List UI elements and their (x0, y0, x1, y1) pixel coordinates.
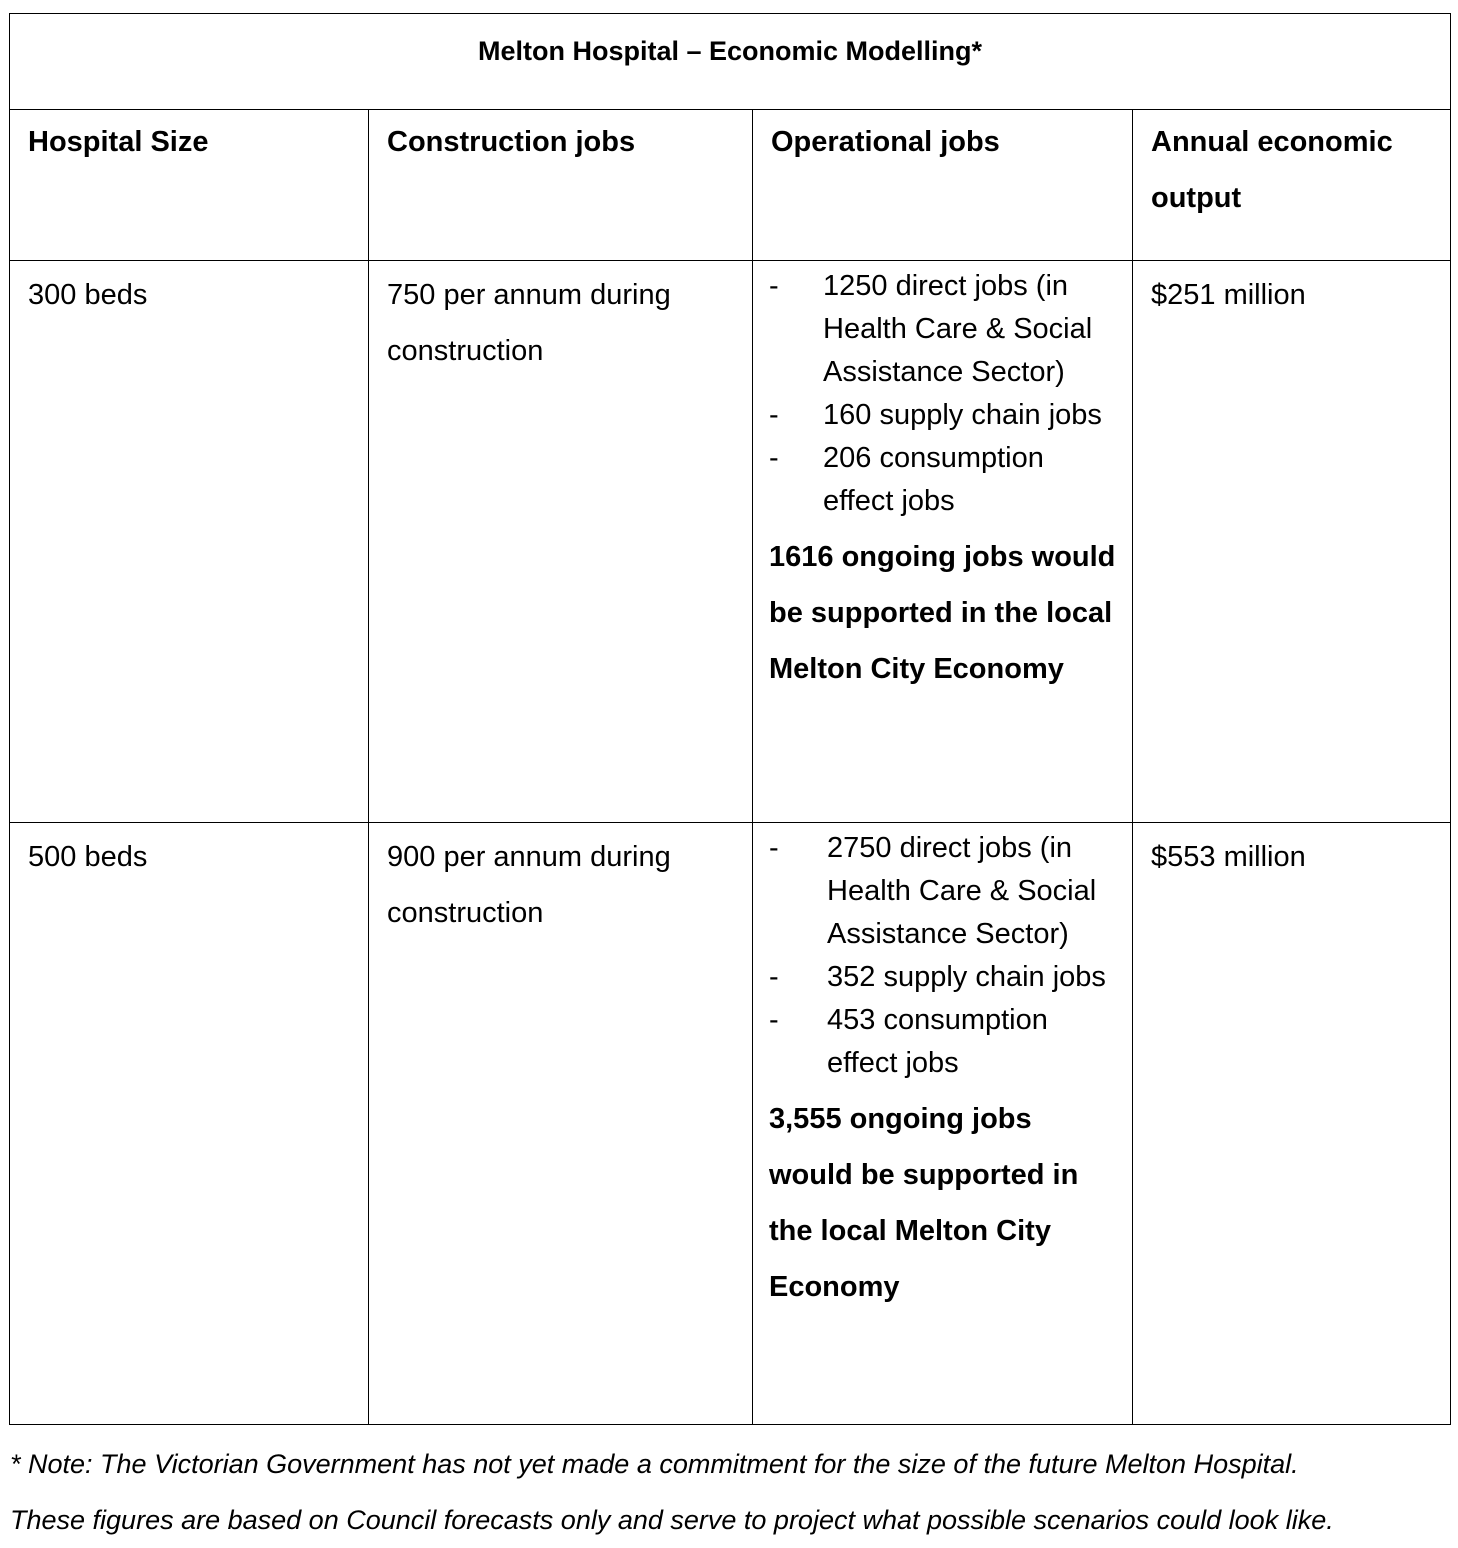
cell-annual-output: $553 million (1133, 823, 1451, 1425)
footnote-line-2: These figures are based on Council forecasts only and serve to project what possible scenarios could look like. (10, 1505, 1334, 1535)
table-title-cell (10, 14, 1451, 110)
table-header-row (10, 110, 1451, 261)
ongoing-jobs-summary: 3,555 ongoing jobs would be supported in the local Melton City Economy (769, 1103, 1079, 1303)
bullet-dash: - (769, 270, 779, 302)
list-item: - 1250 direct jobs (in Health Care & Social Assistance Sector) (769, 265, 1116, 394)
list-item: - 453 consumption effect jobs (769, 999, 1116, 1085)
cell-construction-jobs: 900 per annum during construction (369, 823, 753, 1425)
economic-modelling-table (9, 13, 1451, 1425)
cell-operational-jobs (753, 823, 1133, 1425)
operational-jobs-list (769, 265, 1116, 523)
list-item: - 160 supply chain jobs (769, 394, 1116, 437)
bullet-dash: - (769, 832, 779, 864)
cell-annual-output: $251 million (1133, 261, 1451, 823)
cell-hospital-size: 300 beds (10, 261, 369, 823)
header-annual-economic-output: Annual economic output (1133, 110, 1451, 261)
ongoing-jobs-summary: 1616 ongoing jobs would be supported in the local Melton City Economy (769, 541, 1116, 685)
operational-jobs-list (769, 827, 1116, 1085)
bullet-dash: - (769, 961, 779, 993)
header-construction-jobs: Construction jobs (369, 110, 753, 261)
header-operational-jobs: Operational jobs (753, 110, 1133, 261)
cell-construction-jobs: 750 per annum during construction (369, 261, 753, 823)
header-hospital-size: Hospital Size (10, 110, 369, 261)
table-row (10, 261, 1451, 823)
list-item: - 352 supply chain jobs (769, 956, 1116, 999)
table-row (10, 823, 1451, 1425)
list-item: - 206 consumption effect jobs (769, 437, 1116, 523)
list-item: - 2750 direct jobs (in Health Care & Social Assistance Sector) (769, 827, 1116, 956)
bullet-dash: - (769, 442, 779, 474)
table-title: Melton Hospital – Economic Modelling* (478, 36, 983, 66)
cell-operational-jobs (753, 261, 1133, 823)
footnote (10, 1436, 1450, 1548)
bullet-dash: - (769, 399, 779, 431)
footnote-line-1: * Note: The Victorian Government has not yet made a commitment for the size of the future Melton Hospital. (10, 1449, 1299, 1479)
bullet-dash: - (769, 1004, 779, 1036)
cell-hospital-size: 500 beds (10, 823, 369, 1425)
